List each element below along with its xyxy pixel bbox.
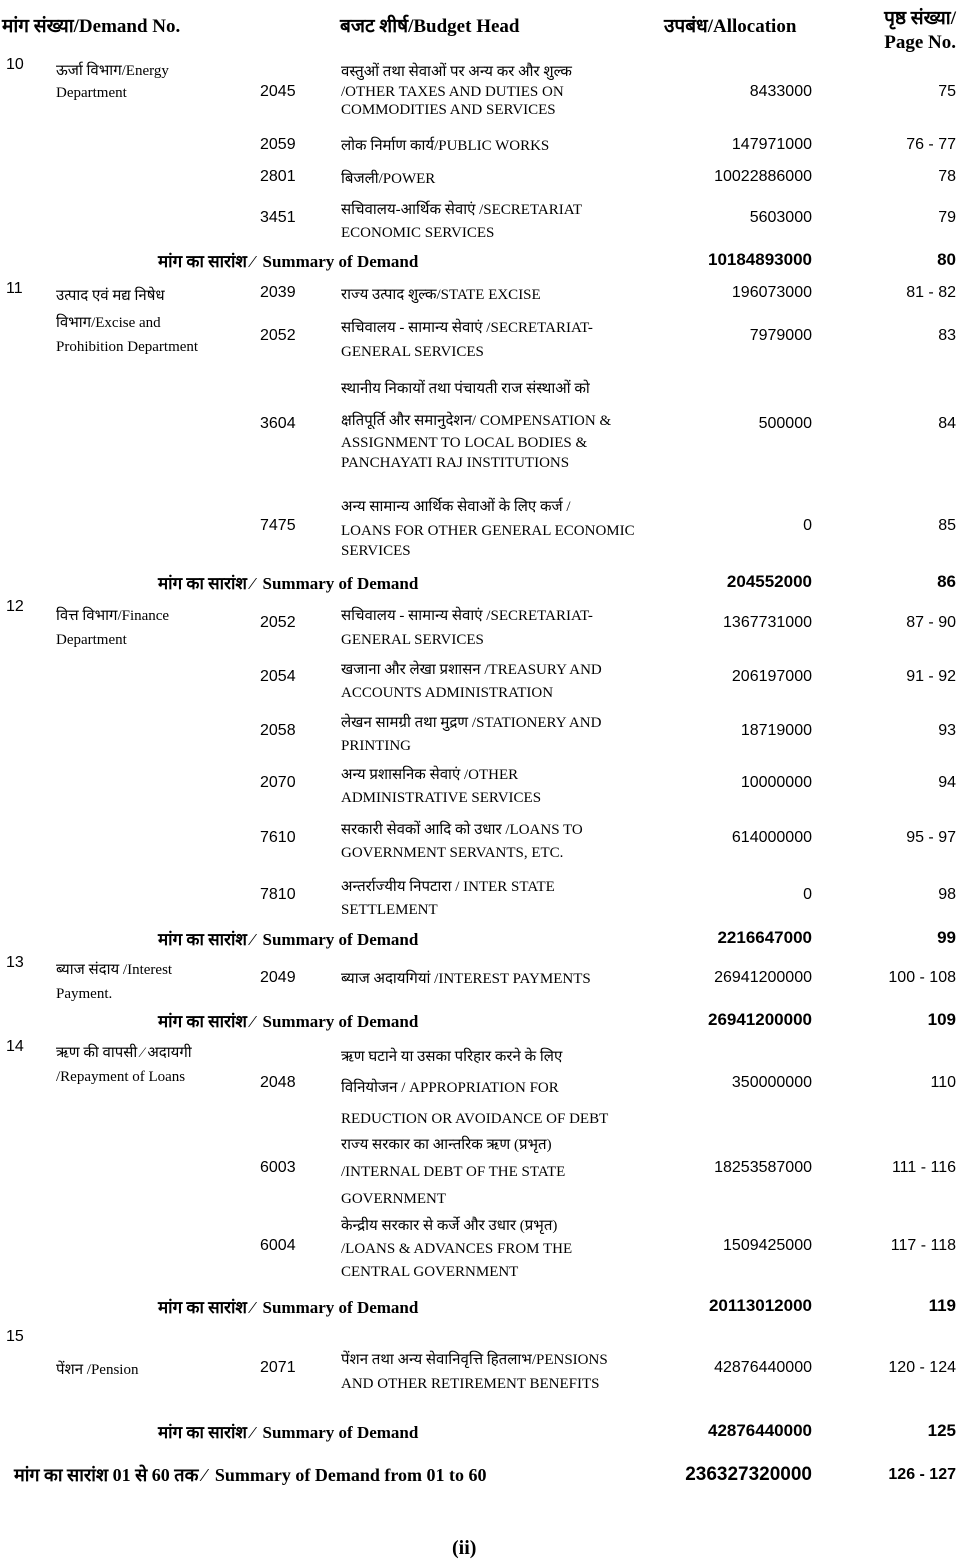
budget-head: अन्य प्रशासनिक सेवाएं /OTHER ADMINISTRATIVE SERVICES xyxy=(341,767,542,806)
budget-head: सचिवालय - सामान्य सेवाएं /SECRETARIAT- GENERAL SERVICES xyxy=(341,320,593,360)
summary-allocation: 10184893000 xyxy=(707,250,812,269)
summary-allocation: 204552000 xyxy=(726,572,812,591)
page-ref: 91 - 92 xyxy=(906,668,956,685)
allocation-value: 18253587000 xyxy=(714,1159,812,1176)
allocation-value: 0 xyxy=(803,517,812,534)
budget-code: 3604 xyxy=(260,415,296,432)
budget-code: 2045 xyxy=(260,83,296,100)
department-name: वित्त विभाग/Finance Department xyxy=(56,608,170,648)
summary-page-ref: 109 xyxy=(927,1010,956,1029)
summary-page-ref: 80 xyxy=(937,250,956,269)
budget-code: 2070 xyxy=(260,774,296,791)
budget-head: राज्य सरकार का आन्तरिक ऋण (प्रभृत) /INTERNAL DEBT OF THE STATE GOVERNMENT xyxy=(341,1137,566,1207)
header-allocation: उपबंध/Allocation xyxy=(664,16,797,37)
allocation-value: 18719000 xyxy=(740,722,812,739)
budget-code: 6004 xyxy=(260,1237,296,1254)
page-ref: 87 - 90 xyxy=(906,614,956,631)
budget-code: 3451 xyxy=(260,209,296,226)
page-ref: 120 - 124 xyxy=(888,1359,956,1376)
grand-total-page-ref: 126 - 127 xyxy=(888,1466,956,1483)
summary-label: मांग का सारांश ⁄ Summary of Demand xyxy=(158,1012,419,1031)
page-ref: 95 - 97 xyxy=(906,829,956,846)
page-ref: 81 - 82 xyxy=(906,284,956,301)
allocation-value: 0 xyxy=(803,886,812,903)
demand-number: 10 xyxy=(6,56,24,73)
allocation-value: 147971000 xyxy=(731,136,812,153)
budget-code: 7810 xyxy=(260,886,296,903)
allocation-value: 10000000 xyxy=(740,774,812,791)
page-ref: 111 - 116 xyxy=(891,1159,956,1176)
allocation-value: 7979000 xyxy=(749,327,812,344)
demand-number: 13 xyxy=(6,954,24,971)
budget-code: 2039 xyxy=(260,284,296,301)
department-name: ऋण की वापसी ⁄ अदायगी /Repayment of Loans xyxy=(56,1045,192,1085)
summary-allocation: 2216647000 xyxy=(717,928,812,947)
budget-code: 2049 xyxy=(260,969,296,986)
grand-total-label: मांग का सारांश 01 से 60 तक ⁄ Summary of Demand from 01 to 60 xyxy=(14,1465,487,1485)
budget-head: खजाना और लेखा प्रशासन /TREASURY AND ACCOUNTS ADMINISTRATION xyxy=(341,662,602,701)
page-ref: 83 xyxy=(938,327,956,344)
allocation-value: 42876440000 xyxy=(714,1359,812,1376)
demand-number: 15 xyxy=(6,1328,24,1345)
budget-code: 7610 xyxy=(260,829,296,846)
department-name: ब्याज संदाय /Interest Payment. xyxy=(56,962,173,1002)
budget-head: पेंशन तथा अन्य सेवानिवृत्ति हितलाभ/PENSIONS AND OTHER RETIREMENT BENEFITS xyxy=(341,1352,608,1392)
page-ref: 75 xyxy=(938,83,956,100)
summary-page-ref: 86 xyxy=(937,572,956,591)
budget-code: 2058 xyxy=(260,722,296,739)
budget-head: वस्तुओं तथा सेवाओं पर अन्य कर और शुल्क /OTHER TAXES AND DUTIES ON COMMODITIES AND SERVICES xyxy=(341,64,572,118)
page-ref: 79 xyxy=(938,209,956,226)
summary-label: मांग का सारांश ⁄ Summary of Demand xyxy=(158,574,419,593)
allocation-value: 26941200000 xyxy=(714,969,812,986)
budget-code: 6003 xyxy=(260,1159,296,1176)
budget-head: राज्य उत्पाद शुल्क/STATE EXCISE xyxy=(341,287,541,303)
demand-number: 12 xyxy=(6,598,24,615)
summary-allocation: 20113012000 xyxy=(708,1296,812,1315)
budget-code: 2071 xyxy=(260,1359,296,1376)
allocation-value: 1367731000 xyxy=(723,614,812,631)
page-ref: 110 xyxy=(930,1074,956,1091)
allocation-value: 500000 xyxy=(758,415,812,432)
header-demand-no: मांग संख्या/Demand No. xyxy=(2,16,181,37)
header-page-no-line2: Page No. xyxy=(884,32,956,53)
budget-head: सचिवालय - सामान्य सेवाएं /SECRETARIAT- GENERAL SERVICES xyxy=(341,608,593,648)
demand-number: 11 xyxy=(6,280,23,297)
page-ref: 76 - 77 xyxy=(906,136,956,153)
allocation-value: 8433000 xyxy=(749,83,812,100)
budget-code: 2059 xyxy=(260,136,296,153)
summary-allocation: 26941200000 xyxy=(707,1010,812,1029)
summary-label: मांग का सारांश ⁄ Summary of Demand xyxy=(158,1298,419,1317)
summary-allocation: 42876440000 xyxy=(707,1421,812,1440)
budget-head: केन्द्रीय सरकार से कर्जे और उधार (प्रभृत) /LOANS & ADVANCES FROM THE CENTRAL GOVERNMENT xyxy=(341,1218,573,1280)
budget-code: 2801 xyxy=(260,168,296,185)
page-ref: 117 - 118 xyxy=(890,1237,956,1254)
department-name: ऊर्जा विभाग/Energy Department xyxy=(56,63,169,101)
budget-code: 2052 xyxy=(260,614,296,631)
allocation-value: 1509425000 xyxy=(723,1237,812,1254)
budget-head: लेखन सामग्री तथा मुद्रण /STATIONERY AND PRINTING xyxy=(341,715,602,754)
budget-head: स्थानीय निकायों तथा पंचायती राज संस्थाओं को क्षतिपूर्ति और समानुदेशन/ COMPENSATION & ASSIGNMENT TO LOCAL BODIES & PANCHAYATI RAJ INSTITUTIONS xyxy=(341,381,612,471)
budget-head: बिजली/POWER xyxy=(341,171,436,187)
grand-total-allocation: 236327320000 xyxy=(685,1464,812,1485)
header-budget-head: बजट शीर्ष/Budget Head xyxy=(340,16,520,37)
page-ref: 84 xyxy=(938,415,956,432)
budget-code: 2054 xyxy=(260,668,296,685)
budget-head: सरकारी सेवकों आदि को उधार /LOANS TO GOVERNMENT SERVANTS, ETC. xyxy=(341,822,583,861)
allocation-value: 196073000 xyxy=(731,284,812,301)
budget-code: 2052 xyxy=(260,327,296,344)
page-ref: 93 xyxy=(938,722,956,739)
page-number-roman: (ii) xyxy=(452,1537,477,1559)
summary-page-ref: 99 xyxy=(937,928,956,947)
demand-number: 14 xyxy=(6,1038,24,1055)
department-name: पेंशन /Pension xyxy=(56,1362,139,1378)
department-name: उत्पाद एवं मद्य निषेध विभाग/Excise and Prohibition Department xyxy=(56,288,199,355)
summary-label: मांग का सारांश ⁄ Summary of Demand xyxy=(158,930,419,949)
summary-label: मांग का सारांश ⁄ Summary of Demand xyxy=(158,252,419,271)
page-ref: 85 xyxy=(938,517,956,534)
budget-head: अन्तर्राज्यीय निपटारा / INTER STATE SETTLEMENT xyxy=(341,879,555,918)
allocation-value: 350000000 xyxy=(731,1074,812,1091)
allocation-value: 206197000 xyxy=(731,668,812,685)
page-ref: 100 - 108 xyxy=(888,969,956,986)
page-ref: 98 xyxy=(938,886,956,903)
page-ref: 78 xyxy=(938,168,956,185)
budget-head: सचिवालय-आर्थिक सेवाएं /SECRETARIAT ECONOMIC SERVICES xyxy=(341,202,583,241)
summary-page-ref: 119 xyxy=(928,1296,956,1315)
budget-code: 7475 xyxy=(260,517,296,534)
budget-head: अन्य सामान्य आर्थिक सेवाओं के लिए कर्ज / LOANS FOR OTHER GENERAL ECONOMIC SERVICES xyxy=(341,499,635,559)
budget-head: ब्याज अदायगियां /INTEREST PAYMENTS xyxy=(341,971,591,987)
summary-label: मांग का सारांश ⁄ Summary of Demand xyxy=(158,1423,419,1442)
budget-code: 2048 xyxy=(260,1074,296,1091)
allocation-value: 10022886000 xyxy=(714,168,812,185)
budget-head: ऋण घटाने या उसका परिहार करने के लिए विनियोजन / APPROPRIATION FOR REDUCTION OR AVOIDANCE OF DEBT xyxy=(341,1049,609,1127)
page-ref: 94 xyxy=(938,774,956,791)
allocation-value: 614000000 xyxy=(731,829,812,846)
summary-page-ref: 125 xyxy=(927,1421,956,1440)
budget-head: लोक निर्माण कार्य/PUBLIC WORKS xyxy=(341,138,550,154)
allocation-value: 5603000 xyxy=(749,209,812,226)
header-page-no-line1: पृष्ठ संख्या/ xyxy=(884,8,956,29)
